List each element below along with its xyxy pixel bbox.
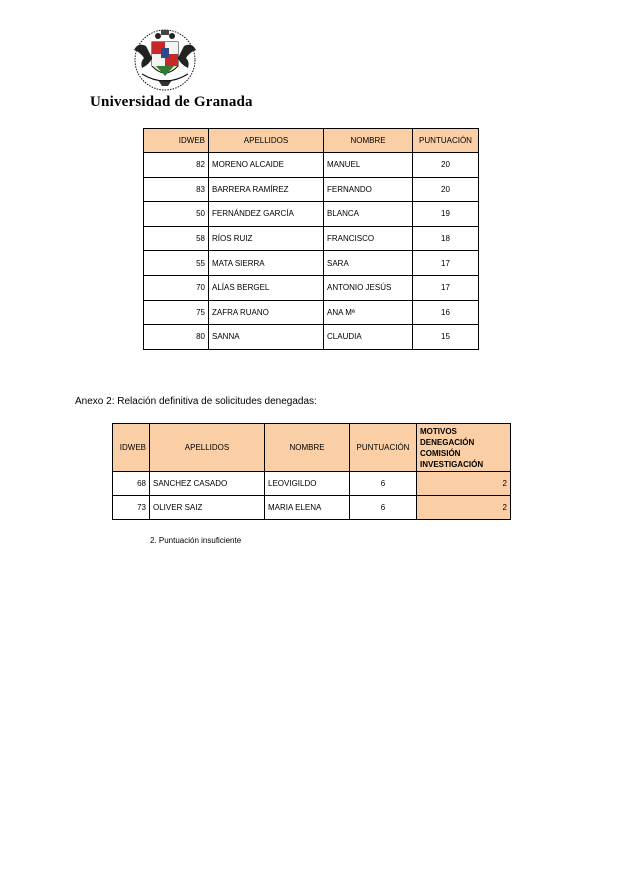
denegadas-table xyxy=(112,423,511,520)
header-motivos-line: INVESTIGACIÓN xyxy=(420,459,484,469)
header-puntuacion: PUNTUACIÓN xyxy=(350,424,417,472)
cell-nombre: MARIA ELENA xyxy=(265,496,350,520)
table-row xyxy=(113,472,511,496)
cell-puntuacion: 19 xyxy=(413,202,479,227)
cell-apellidos: MORENO ALCAIDE xyxy=(209,153,324,178)
header-nombre: NOMBRE xyxy=(324,129,413,153)
cell-nombre: SARA xyxy=(324,251,413,276)
annex-2-title: Anexo 2: Relación definitiva de solicitudes denegadas: xyxy=(75,396,317,407)
cell-idweb: 68 xyxy=(113,472,150,496)
cell-idweb: 50 xyxy=(144,202,209,227)
cell-nombre: ANTONIO JESÚS xyxy=(324,275,413,300)
cell-puntuacion: 16 xyxy=(413,300,479,325)
header-puntuacion: PUNTUACIÓN xyxy=(413,129,479,153)
header-idweb: IDWEB xyxy=(144,129,209,153)
cell-puntuacion: 20 xyxy=(413,153,479,178)
cell-puntuacion: 6 xyxy=(350,496,417,520)
header-apellidos: APELLIDOS xyxy=(209,129,324,153)
cell-apellidos: SANNA xyxy=(209,325,324,350)
motivo-note: 2. Puntuación insuficiente xyxy=(150,536,242,545)
coat-of-arms-icon xyxy=(128,24,202,94)
cell-puntuacion: 20 xyxy=(413,177,479,202)
cell-idweb: 80 xyxy=(144,325,209,350)
cell-idweb: 75 xyxy=(144,300,209,325)
cell-apellidos: MATA SIERRA xyxy=(209,251,324,276)
table-row xyxy=(144,177,479,202)
header-idweb: IDWEB xyxy=(113,424,150,472)
cell-nombre: ANA Mª xyxy=(324,300,413,325)
cell-nombre: LEOVIGILDO xyxy=(265,472,350,496)
cell-puntuacion: 17 xyxy=(413,275,479,300)
cell-nombre: FERNANDO xyxy=(324,177,413,202)
cell-idweb: 83 xyxy=(144,177,209,202)
header-motivos-line: MOTIVOS xyxy=(420,426,457,436)
table-row xyxy=(144,300,479,325)
cell-apellidos: SANCHEZ CASADO xyxy=(150,472,265,496)
cell-idweb: 55 xyxy=(144,251,209,276)
table-row xyxy=(144,226,479,251)
cell-puntuacion: 6 xyxy=(350,472,417,496)
table-header-row xyxy=(144,129,479,153)
header-motivos xyxy=(417,424,511,472)
cell-nombre: MANUEL xyxy=(324,153,413,178)
header-motivos-line: DENEGACIÓN xyxy=(420,437,475,447)
cell-apellidos: FERNÁNDEZ GARCÍA xyxy=(209,202,324,227)
cell-motivo: 2 xyxy=(417,472,511,496)
cell-idweb: 73 xyxy=(113,496,150,520)
header-apellidos: APELLIDOS xyxy=(150,424,265,472)
cell-nombre: FRANCISCO xyxy=(324,226,413,251)
table-row xyxy=(144,153,479,178)
cell-apellidos: BARRERA RAMÍREZ xyxy=(209,177,324,202)
cell-idweb: 82 xyxy=(144,153,209,178)
cell-apellidos: ZAFRA RUANO xyxy=(209,300,324,325)
table-header-row xyxy=(113,424,511,472)
cell-puntuacion: 15 xyxy=(413,325,479,350)
table-row xyxy=(144,325,479,350)
header-nombre: NOMBRE xyxy=(265,424,350,472)
cell-puntuacion: 17 xyxy=(413,251,479,276)
university-name: Universidad de Granada xyxy=(90,94,253,110)
table-row xyxy=(144,275,479,300)
cell-apellidos: OLIVER SAIZ xyxy=(150,496,265,520)
cell-nombre: BLANCA xyxy=(324,202,413,227)
table-row xyxy=(113,496,511,520)
header-motivos-line: COMISIÓN xyxy=(420,448,461,458)
cell-apellidos: ALÍAS BERGEL xyxy=(209,275,324,300)
cell-nombre: CLAUDIA xyxy=(324,325,413,350)
cell-apellidos: RÍOS RUIZ xyxy=(209,226,324,251)
adjudicados-table xyxy=(143,128,479,350)
table-row xyxy=(144,251,479,276)
cell-idweb: 58 xyxy=(144,226,209,251)
cell-idweb: 70 xyxy=(144,275,209,300)
cell-puntuacion: 18 xyxy=(413,226,479,251)
table-row xyxy=(144,202,479,227)
cell-motivo: 2 xyxy=(417,496,511,520)
